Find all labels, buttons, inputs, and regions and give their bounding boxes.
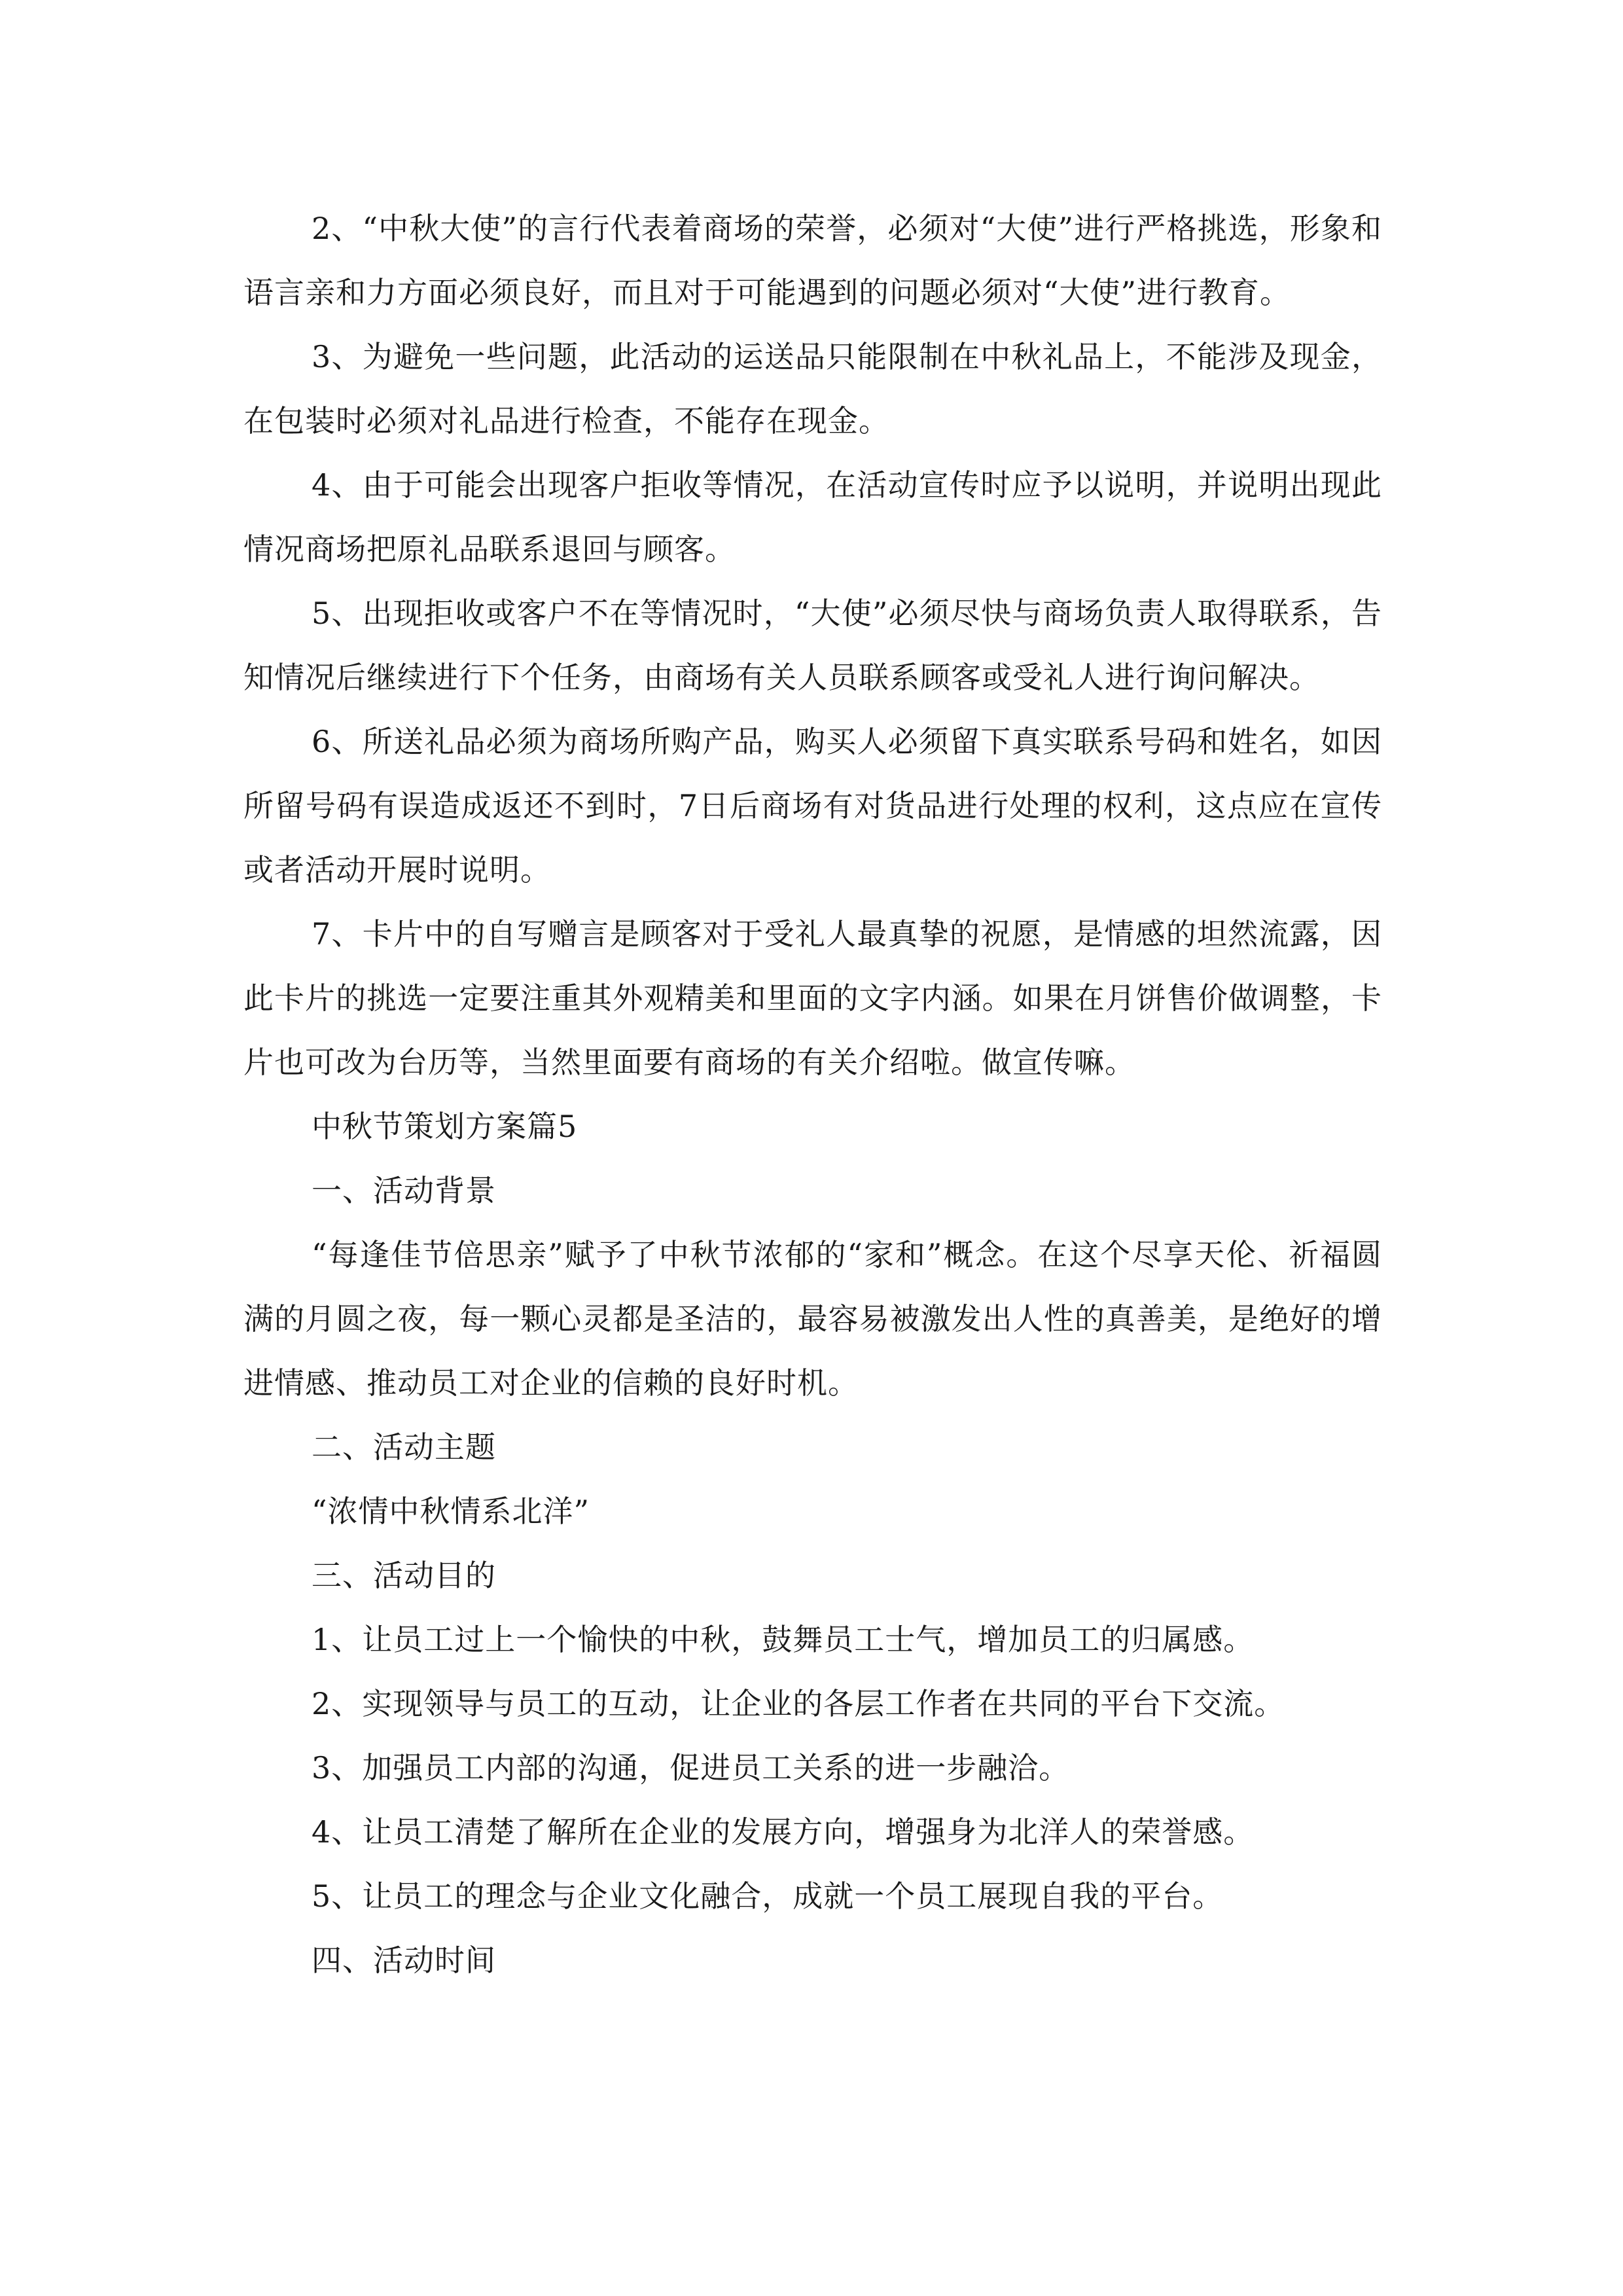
purpose-item-4: 4、让员工清楚了解所在企业的发展方向，增强身为北洋人的荣誉感。 bbox=[312, 1814, 1255, 1850]
heading-time: 四、活动时间 bbox=[312, 1943, 496, 1978]
purpose-item-2: 2、实现领导与员工的互动，让企业的各层工作者在共同的平台下交流。 bbox=[312, 1686, 1285, 1721]
purpose-item-3: 3、加强员工内部的沟通，促进员工关系的进一步融洽。 bbox=[312, 1750, 1070, 1785]
background-text: “每逢佳节倍思亲”赋予了中秋节浓郁的“家和”概念。在这个尽享天伦、祈福圆满的月圆之夜，每一颗心灵都是圣洁的，最容易被激发出人性的真善美，是绝好的增进情感、推动员工对企业的信赖的良好时机。 bbox=[243, 1237, 1382, 1401]
document-body bbox=[243, 196, 1382, 1992]
heading-theme: 二、活动主题 bbox=[312, 1429, 496, 1465]
paragraph-item-3: 3、为避免一些问题，此活动的运送品只能限制在中秋礼品上，不能涉及现金，在包装时必须对礼品进行检查，不能存在现金。 bbox=[243, 339, 1382, 439]
paragraph-item-6: 6、所送礼品必须为商场所购产品，购买人必须留下真实联系号码和姓名，如因所留号码有误造成返还不到时，7日后商场有对货品进行处理的权利，这点应在宣传或者活动开展时说明。 bbox=[243, 724, 1382, 888]
purpose-item-5: 5、让员工的理念与企业文化融合，成就一个员工展现自我的平台。 bbox=[312, 1878, 1224, 1914]
heading-background: 一、活动背景 bbox=[312, 1173, 496, 1208]
heading-purpose: 三、活动目的 bbox=[312, 1558, 496, 1593]
paragraph-item-2: 2、“中秋大使”的言行代表着商场的荣誉，必须对“大使”进行严格挑选，形象和语言亲和力方面必须良好，而且对于可能遇到的问题必须对“大使”进行教育。 bbox=[243, 211, 1382, 310]
section-title: 中秋节策划方案篇5 bbox=[312, 1109, 578, 1144]
purpose-item-1: 1、让员工过上一个愉快的中秋，鼓舞员工士气，增加员工的归属感。 bbox=[312, 1622, 1255, 1657]
paragraph-item-7: 7、卡片中的自写赠言是顾客对于受礼人最真挚的祝愿，是情感的坦然流露，因此卡片的挑选一定要注重其外观精美和里面的文字内涵。如果在月饼售价做调整，卡片也可改为台历等，当然里面要有商场的有关介绍啦。做宣传嘛。 bbox=[243, 916, 1382, 1080]
paragraph-item-5: 5、出现拒收或客户不在等情况时，“大使”必须尽快与商场负责人取得联系，告知情况后继续进行下个任务，由商场有关人员联系顾客或受礼人进行询问解决。 bbox=[243, 596, 1382, 695]
theme-text: “浓情中秋情系北洋” bbox=[312, 1494, 590, 1529]
paragraph-item-4: 4、由于可能会出现客户拒收等情况，在活动宣传时应予以说明，并说明出现此情况商场把原礼品联系退回与顾客。 bbox=[243, 467, 1382, 567]
